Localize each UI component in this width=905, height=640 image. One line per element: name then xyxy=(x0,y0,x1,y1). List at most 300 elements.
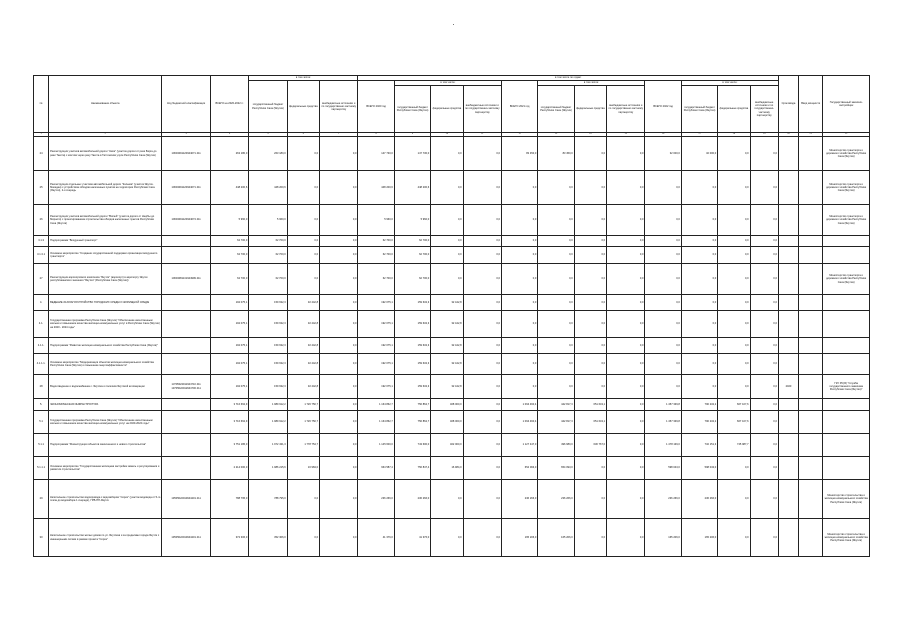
row-number-cell: 3.1.3 xyxy=(34,236,49,247)
value-cell: 5 960,0 xyxy=(249,205,287,236)
value-cell: 0,0 xyxy=(501,247,537,264)
row-number-cell: 5. xyxy=(34,399,49,411)
header-cell: Государственный заказчик-застройщик xyxy=(823,76,870,133)
column-number: 10 xyxy=(431,133,463,137)
value-cell: 32 000,0 xyxy=(645,137,681,171)
row-number-cell: 29 xyxy=(34,480,49,519)
object-name-cell: Основное мероприятие "Государственная жилищная застройка земель и регулирования и развития строительства" xyxy=(49,457,162,480)
value-cell: 0,0 xyxy=(320,480,358,519)
value-cell: 598 043,0 xyxy=(681,457,717,480)
deadline-cell xyxy=(778,205,798,236)
value-cell: 0,0 xyxy=(607,295,645,311)
value-cell: 0,0 xyxy=(750,519,778,557)
value-cell: 62 700,0 xyxy=(249,236,287,247)
value-cell: 372 306,0 xyxy=(210,519,248,557)
value-cell: 159 632,3 xyxy=(394,375,430,399)
value-cell: 0,0 xyxy=(607,457,645,480)
value-cell: 0,0 xyxy=(574,354,606,375)
value-cell: 743 600,0 xyxy=(394,434,430,457)
value-cell: 0,0 xyxy=(463,519,501,557)
value-cell: 0,0 xyxy=(501,311,537,338)
value-cell: 0,0 xyxy=(607,354,645,375)
value-cell: 0,0 xyxy=(645,236,681,247)
value-cell: 0,0 xyxy=(681,375,717,399)
object-name-cell: Реконструкция участков автомобильной дороги "Амга" (участок дороги от реки Бярга до реки Таатта) с мостом через реку Таатта в Таттинском улусе Республики Саха (Якутия) xyxy=(49,137,162,171)
value-cell: 0,0 xyxy=(607,375,645,399)
value-cell: 236 266,0 xyxy=(681,480,717,519)
table-row xyxy=(34,434,870,457)
customer-cell: Министерство транспорта и дорожного хозяйства Республики Саха (Якутия) xyxy=(823,171,870,205)
header-cell: Ввод мощности xyxy=(799,76,823,133)
deadline-cell xyxy=(778,338,798,354)
value-cell: 0,0 xyxy=(320,171,358,205)
value-cell: 0,0 xyxy=(463,236,501,247)
value-cell: 0,0 xyxy=(607,338,645,354)
value-cell: 0,0 xyxy=(607,399,645,411)
value-cell: 0,0 xyxy=(574,457,606,480)
table-row xyxy=(34,205,870,236)
object-name-cell: Подпрограмма "Реконструкция объектов законченного и нового строительства" xyxy=(49,434,162,457)
value-cell: 0,0 xyxy=(607,171,645,205)
customer-cell: Министерство транспорта и дорожного хозяйства Республики Саха (Якутия) xyxy=(823,205,870,236)
table-row xyxy=(34,457,870,480)
value-cell: 0,0 xyxy=(463,480,501,519)
value-cell: 0,0 xyxy=(607,205,645,236)
value-cell: 0,0 xyxy=(718,480,750,519)
value-cell: 0,0 xyxy=(718,457,750,480)
header-cell: Срок ввода xyxy=(778,76,798,133)
value-cell: 402 000,0 xyxy=(431,434,463,457)
kbk-cell: 10604091120944074 411 xyxy=(162,205,211,236)
header-cell: государственный бюджет Республики Саха (Якутия) xyxy=(538,86,574,133)
value-cell: 0,0 xyxy=(750,171,778,205)
value-cell: 159 632,3 xyxy=(394,338,430,354)
header-cell: федеральные средства xyxy=(718,86,750,133)
value-cell: 32 442,8 xyxy=(431,354,463,375)
value-cell: 165 206,0 xyxy=(681,519,717,557)
customer-cell xyxy=(823,399,870,411)
customer-cell xyxy=(823,354,870,375)
object-name-cell: ВЕДЕНИЕ ЗА БЛАГОУСТРОЙСТВО ГОРОДСКИХ СРЕДЫ И ЖИЛИЩНОЙ СРЕДЫ xyxy=(49,295,162,311)
value-cell: 0,0 xyxy=(645,354,681,375)
value-cell: 0,0 xyxy=(607,411,645,434)
value-cell: 0,0 xyxy=(463,399,501,411)
table-row xyxy=(34,171,870,205)
value-cell: 0,0 xyxy=(574,264,606,295)
table-row xyxy=(34,311,870,338)
value-cell: 0,0 xyxy=(320,247,358,264)
value-cell: 1 989 912,2 xyxy=(249,399,287,411)
value-cell: 1 778 754,7 xyxy=(287,434,319,457)
value-cell: 0,0 xyxy=(431,205,463,236)
customer-cell: Министерство транспорта и дорожного хозяйства Республики Саха (Якутия) xyxy=(823,264,870,295)
value-cell: 0,0 xyxy=(287,205,319,236)
value-cell: 0,0 xyxy=(681,338,717,354)
value-cell: 756 862,7 xyxy=(394,411,430,434)
value-cell: 263 180,0 xyxy=(210,137,248,171)
value-cell: 0,0 xyxy=(501,295,537,311)
value-cell: 32 000,0 xyxy=(681,137,717,171)
value-cell: 0,0 xyxy=(574,205,606,236)
deadline-cell xyxy=(778,311,798,338)
column-number: 8 xyxy=(358,133,394,137)
value-cell: 0,0 xyxy=(538,171,574,205)
value-cell: 0,0 xyxy=(538,311,574,338)
header-cell: ВСЕГО 2020 год xyxy=(358,81,394,133)
value-cell: 165 206,0 xyxy=(645,519,681,557)
table-row xyxy=(34,354,870,375)
header-cell: внебюджетные источники и по государственно-частному партнерству xyxy=(750,86,778,133)
value-cell: 1 094 460,4 xyxy=(501,399,537,411)
result-cell xyxy=(799,247,823,264)
value-cell: 62 700,0 xyxy=(210,236,248,247)
value-cell: 0,0 xyxy=(718,236,750,247)
result-cell xyxy=(799,399,823,411)
value-cell: 32 442,8 xyxy=(287,354,319,375)
column-number: 20 xyxy=(778,133,798,137)
table-row xyxy=(34,519,870,557)
header-cell: в том числе: xyxy=(394,81,501,86)
header-cell: федеральные средства xyxy=(431,86,463,133)
value-cell: 0,0 xyxy=(463,457,501,480)
value-cell: 0,0 xyxy=(463,264,501,295)
value-cell: 0,0 xyxy=(574,338,606,354)
value-cell: 0,0 xyxy=(320,519,358,557)
value-cell: 192 075,1 xyxy=(358,375,394,399)
value-cell: 732 151,3 xyxy=(681,434,717,457)
value-cell: 1 989 912,2 xyxy=(249,411,287,434)
value-cell: 0,0 xyxy=(750,295,778,311)
kbk-cell xyxy=(162,457,211,480)
value-cell: 165 206,0 xyxy=(538,519,574,557)
value-cell: 651 643,1 xyxy=(574,411,606,434)
value-cell: 0,0 xyxy=(607,480,645,519)
value-cell: 83 450,0 xyxy=(538,137,574,171)
result-cell xyxy=(799,457,823,480)
result-cell xyxy=(799,375,823,399)
object-name-cell: Государственная программа Республики Саха (Якутия) "Обеспечение качественным жильем и повышение качества жилищно-коммунальных услуг на 2020-2024 годы" xyxy=(49,411,162,434)
deadline-cell xyxy=(778,264,798,295)
value-cell: 0,0 xyxy=(431,247,463,264)
value-cell: 756 847,4 xyxy=(394,457,430,480)
value-cell: 165 206,0 xyxy=(501,519,537,557)
value-cell: 0,0 xyxy=(718,205,750,236)
value-cell: 0,0 xyxy=(750,457,778,480)
value-cell: 654 093,0 xyxy=(538,457,574,480)
value-cell: 0,0 xyxy=(463,137,501,171)
value-cell: 442 817,3 xyxy=(538,411,574,434)
value-cell: 0,0 xyxy=(574,295,606,311)
value-cell: 159 632,3 xyxy=(249,311,287,338)
value-cell: 408 000,0 xyxy=(431,411,463,434)
header-cell: Наименование объекта xyxy=(49,76,162,133)
value-cell: 0,0 xyxy=(320,434,358,457)
value-cell: 32 442,8 xyxy=(287,295,319,311)
value-cell: 159 632,3 xyxy=(249,375,287,399)
value-cell: 1 145 600,0 xyxy=(358,434,394,457)
table-row xyxy=(34,411,870,434)
value-cell: 0,0 xyxy=(431,236,463,247)
value-cell: 0,0 xyxy=(750,205,778,236)
value-cell: 0,0 xyxy=(750,264,778,295)
value-cell: 0,0 xyxy=(320,137,358,171)
value-cell: 0,0 xyxy=(718,171,750,205)
value-cell: 0,0 xyxy=(750,247,778,264)
value-cell: 0,0 xyxy=(574,171,606,205)
value-cell: 159 632,3 xyxy=(249,295,287,311)
kbk-cell xyxy=(162,411,211,434)
value-cell: 62 700,0 xyxy=(210,264,248,295)
row-number-cell: 4.1. xyxy=(34,311,49,338)
object-name-cell: Реконструкция аэропортового комплекса "Якутск" (аэропорт) в аэропорту Якутск республиканского значения "Якутия" (Республика Саха (Якутия)) xyxy=(49,264,162,295)
value-cell: 192 075,1 xyxy=(358,354,394,375)
object-name-cell: Государственная программа Республики Саха (Якутия) "Обеспечение качественным жильем и повышение качества жилищно-коммунальных услуг в Республике Саха (Якутия) на 2020 - 2024 годы" xyxy=(49,311,162,338)
value-cell: 0,0 xyxy=(750,480,778,519)
column-number: 9 xyxy=(394,133,430,137)
value-cell: 3 751 186,0 xyxy=(210,434,248,457)
table-row xyxy=(34,264,870,295)
deadline-cell xyxy=(778,171,798,205)
result-cell xyxy=(799,171,823,205)
customer-cell xyxy=(823,311,870,338)
object-name-cell: Основное мероприятие "Модернизация объектов жилищно-коммунального хозяйства Республики Саха (Якутия) и повышение энергоэффективности" xyxy=(49,354,162,375)
value-cell: 0,0 xyxy=(750,137,778,171)
customer-cell: Министерство строительства и жилищно-коммунального хозяйства Республики Саха (Якутия) xyxy=(823,519,870,557)
result-cell xyxy=(799,236,823,247)
value-cell: 0,0 xyxy=(538,247,574,264)
value-cell: 0,0 xyxy=(431,519,463,557)
value-cell: 1 986 215,6 xyxy=(249,457,287,480)
value-cell: 0,0 xyxy=(574,311,606,338)
value-cell: 192 075,1 xyxy=(210,354,248,375)
value-cell: 62 700,0 xyxy=(394,264,430,295)
result-cell xyxy=(799,311,823,338)
kbk-cell: 13505022913944201 411 xyxy=(162,519,211,557)
value-cell: 0,0 xyxy=(287,519,319,557)
value-cell: 0,0 xyxy=(718,311,750,338)
header-cell: ВСЕГО 2022 год xyxy=(645,81,681,133)
column-number: 18 xyxy=(718,133,750,137)
value-cell: 0,0 xyxy=(574,137,606,171)
value-cell: 192 075,1 xyxy=(210,295,248,311)
value-cell: 147 730,0 xyxy=(394,137,430,171)
header-cell: ВСЕГО на 2020-2022 гг. xyxy=(210,76,248,133)
result-cell xyxy=(799,519,823,557)
value-cell: 3 716 662,9 xyxy=(210,399,248,411)
value-cell: 0,0 xyxy=(431,480,463,519)
header-cell: федеральные средства xyxy=(287,81,319,133)
value-cell: 667 107,6 xyxy=(718,411,750,434)
row-number-cell: 4. xyxy=(34,295,49,311)
value-cell: 0,0 xyxy=(574,236,606,247)
row-number-cell: 5.1 xyxy=(34,411,49,434)
kbk-cell: 10604081131944999 411 xyxy=(162,264,211,295)
value-cell: 0,0 xyxy=(463,295,501,311)
value-cell: 651 643,1 xyxy=(574,399,606,411)
value-cell: 0,0 xyxy=(287,247,319,264)
result-cell xyxy=(799,434,823,457)
value-cell: 0,0 xyxy=(718,295,750,311)
value-cell: 0,0 xyxy=(607,137,645,171)
value-cell: 0,0 xyxy=(320,457,358,480)
value-cell: 0,0 xyxy=(681,354,717,375)
value-cell: 0,0 xyxy=(320,264,358,295)
value-cell: 0,0 xyxy=(501,205,537,236)
object-name-cell: Капитальное строительство жилых домов по ул. Якутская и за пределами города Якутск с инженерными сетями в рамках проекта "Сорок" xyxy=(49,519,162,557)
value-cell: 0,0 xyxy=(431,137,463,171)
value-cell: 0,0 xyxy=(750,354,778,375)
deadline-cell xyxy=(778,411,798,434)
value-cell: 192 075,1 xyxy=(210,375,248,399)
value-cell: 236 266,0 xyxy=(645,480,681,519)
kbk-cell xyxy=(162,434,211,457)
value-cell: 0,0 xyxy=(574,375,606,399)
value-cell: 0,0 xyxy=(681,311,717,338)
value-cell: 0,0 xyxy=(463,311,501,338)
column-number: 4 xyxy=(210,133,248,137)
value-cell: 32 442,8 xyxy=(431,338,463,354)
header-cell: внебюджетные источники и по государственно-частному партнерству xyxy=(320,81,358,133)
value-cell: 62 700,0 xyxy=(358,236,394,247)
value-cell: 0,0 xyxy=(320,354,358,375)
value-cell: 0,0 xyxy=(574,480,606,519)
value-cell: 192 075,1 xyxy=(210,311,248,338)
value-cell: 0,0 xyxy=(501,264,537,295)
value-cell: 0,0 xyxy=(607,264,645,295)
customer-cell: Министерство строительства и жилищно-коммунального хозяйства Республики Саха (Якутия) xyxy=(823,480,870,519)
value-cell: 0,0 xyxy=(681,247,717,264)
table-body xyxy=(34,137,870,557)
value-cell: 0,0 xyxy=(463,354,501,375)
result-cell xyxy=(799,137,823,171)
table-row xyxy=(34,480,870,519)
value-cell: 0,0 xyxy=(645,247,681,264)
value-cell: 32 442,8 xyxy=(431,311,463,338)
value-cell: 0,0 xyxy=(463,338,501,354)
value-cell: 0,0 xyxy=(750,411,778,434)
value-cell: 496 680,0 xyxy=(538,434,574,457)
result-cell xyxy=(799,264,823,295)
result-cell xyxy=(799,480,823,519)
value-cell: 62 700,0 xyxy=(358,264,394,295)
value-cell: 790 232,2 xyxy=(681,399,717,411)
value-cell: 0,0 xyxy=(681,264,717,295)
value-cell: 0,0 xyxy=(645,311,681,338)
value-cell: 0,0 xyxy=(463,434,501,457)
value-cell: 83 450,0 xyxy=(501,137,537,171)
value-cell: 32 442,8 xyxy=(431,295,463,311)
value-cell: 5 960,0 xyxy=(210,205,248,236)
column-number: 15 xyxy=(607,133,645,137)
value-cell: 62 700,0 xyxy=(394,247,430,264)
value-cell: 0,0 xyxy=(681,236,717,247)
header-cell: государственный бюджет Республики Саха (Якутия) xyxy=(249,81,287,133)
header-cell: внебюджетные источники и по государственно-частному партнерству xyxy=(463,86,501,133)
value-cell: 236 266,0 xyxy=(358,480,394,519)
kbk-cell: 10604091120944071 411 xyxy=(162,171,211,205)
value-cell: 62 700,0 xyxy=(210,247,248,264)
customer-cell xyxy=(823,338,870,354)
column-number: 17 xyxy=(681,133,717,137)
value-cell: 192 075,1 xyxy=(358,295,394,311)
value-cell: 236 266,0 xyxy=(538,480,574,519)
deadline-cell xyxy=(778,236,798,247)
value-cell: 62 700,0 xyxy=(394,236,430,247)
value-cell: 0,0 xyxy=(681,205,717,236)
value-cell: 598 043,0 xyxy=(645,457,681,480)
value-cell: 448 200,6 xyxy=(210,171,248,205)
value-cell: 0,0 xyxy=(287,236,319,247)
budget-table xyxy=(33,75,870,557)
value-cell: 32 442,8 xyxy=(287,311,319,338)
value-cell: 0,0 xyxy=(320,205,358,236)
value-cell: 0,0 xyxy=(718,354,750,375)
kbk-cell: 10604091120944071 411 xyxy=(162,137,211,171)
deadline-cell xyxy=(778,295,798,311)
kbk-cell xyxy=(162,354,211,375)
header-cell: федеральные средства xyxy=(574,86,606,133)
value-cell: 0,0 xyxy=(718,264,750,295)
value-cell: 0,0 xyxy=(681,171,717,205)
value-cell: 0,0 xyxy=(718,338,750,354)
value-cell: 0,0 xyxy=(463,247,501,264)
value-cell: 1 457 339,8 xyxy=(645,411,681,434)
value-cell: 0,0 xyxy=(750,434,778,457)
value-cell: 0,0 xyxy=(750,375,778,399)
value-cell: 2 214 000,0 xyxy=(210,457,248,480)
value-cell: 0,0 xyxy=(320,375,358,399)
header-cell: ВСЕГО 2021 год xyxy=(501,81,537,133)
result-cell xyxy=(799,411,823,434)
column-number: 16 xyxy=(645,133,681,137)
deadline-cell xyxy=(778,399,798,411)
kbk-cell xyxy=(162,247,211,264)
row-number-cell: 5.1.1.1 xyxy=(34,457,49,480)
deadline-cell xyxy=(778,354,798,375)
value-cell: 0,0 xyxy=(645,295,681,311)
value-cell: 0,0 xyxy=(287,171,319,205)
header-cell: Код бюджетной классификации xyxy=(162,76,211,133)
value-cell: 159 632,3 xyxy=(394,295,430,311)
value-cell: 1 094 460,4 xyxy=(501,411,537,434)
column-number: 1 xyxy=(34,133,49,137)
value-cell: 62 700,0 xyxy=(249,247,287,264)
column-number: 12 xyxy=(501,133,537,137)
value-cell: 0,0 xyxy=(574,519,606,557)
table-row xyxy=(34,247,870,264)
value-cell: 16 984,0 xyxy=(431,457,463,480)
column-number: 6 xyxy=(287,133,319,137)
header-cell: № xyxy=(34,76,49,133)
header-cell: государственный бюджет Республики Саха (Якутия) xyxy=(681,86,717,133)
value-cell: 1 127 447,0 xyxy=(501,434,537,457)
value-cell: 0,0 xyxy=(607,434,645,457)
value-cell: 0,0 xyxy=(320,411,358,434)
kbk-cell xyxy=(162,236,211,247)
value-cell: 0,0 xyxy=(607,236,645,247)
column-number: 5 xyxy=(249,133,287,137)
value-cell: 1 164 862,7 xyxy=(358,411,394,434)
value-cell: 0,0 xyxy=(681,295,717,311)
value-cell: 0,0 xyxy=(431,171,463,205)
value-cell: 0,0 xyxy=(538,264,574,295)
value-cell: 756 862,7 xyxy=(394,399,430,411)
table-row xyxy=(34,399,870,411)
value-cell: 5 960,0 xyxy=(358,205,394,236)
value-cell: 0,0 xyxy=(538,295,574,311)
object-name-cell: Реконструкция участков автомобильной дороги "Вилюй" (участок дороги от Нюрбы до Мирного) с проектированием строительства обходов населенных пунктов Республики Саха (Якутия) xyxy=(49,205,162,236)
column-number: 7 xyxy=(320,133,358,137)
